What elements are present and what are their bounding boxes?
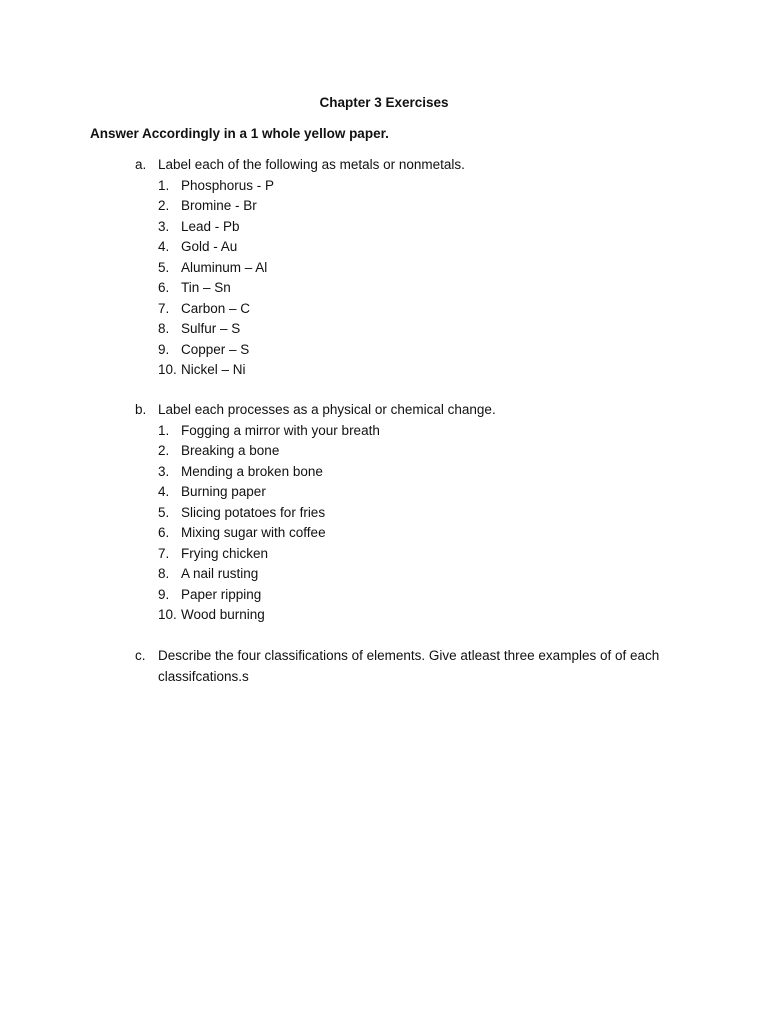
list-item — [135, 441, 695, 462]
item-number: 5. — [158, 259, 170, 275]
list-item — [135, 482, 695, 503]
item-text: Aluminum – Al — [181, 259, 268, 275]
list-item — [135, 585, 695, 606]
item-number: 8. — [158, 321, 170, 336]
list-item — [135, 278, 695, 299]
item-text: Mixing sugar with coffee — [181, 525, 326, 540]
list-item — [135, 462, 695, 483]
list-item — [135, 605, 695, 626]
item-number: 2. — [158, 198, 170, 213]
item-text: Frying chicken — [181, 545, 269, 561]
item-number: 3. — [158, 218, 170, 234]
item-number: 10. — [158, 362, 177, 377]
list-item — [135, 176, 695, 197]
list-item — [135, 544, 695, 565]
list-item — [135, 319, 695, 340]
item-text: Sulfur – S — [181, 321, 241, 336]
item-text: Wood burning — [181, 607, 265, 622]
section-prompt: Describe the four classifications of elements. Give atleast three examples of of each classifcations.s — [158, 648, 660, 684]
item-text: Gold - Au — [181, 239, 238, 254]
item-text: Fogging a mirror with your breath — [181, 422, 380, 438]
list-item — [135, 340, 695, 361]
item-text: Copper – S — [181, 341, 250, 357]
list-item — [135, 299, 695, 320]
item-number: 10. — [158, 607, 177, 622]
item-text: Slicing potatoes for fries — [181, 504, 326, 520]
item-text: Paper ripping — [181, 586, 262, 602]
section-prompt: Label each of the following as metals or nonmetals. — [158, 157, 465, 172]
list-item — [135, 503, 695, 524]
section-letter: b. — [135, 402, 147, 417]
item-number: 9. — [158, 341, 170, 357]
item-number: 9. — [158, 586, 170, 602]
section-c — [135, 646, 695, 687]
list-item — [135, 421, 695, 442]
item-number: 7. — [158, 300, 170, 316]
section-b — [135, 400, 695, 626]
list-item — [135, 217, 695, 238]
section-letter: c. — [135, 648, 146, 663]
section-letter: a. — [135, 157, 147, 172]
instruction-text: Answer Accordingly in a 1 whole yellow paper. — [90, 126, 389, 141]
item-text: Tin – Sn — [181, 280, 231, 295]
list-item — [135, 258, 695, 279]
item-number: 3. — [158, 463, 170, 479]
list-item — [135, 564, 695, 585]
item-number: 2. — [158, 443, 170, 458]
section-a — [135, 155, 695, 381]
item-number: 1. — [158, 177, 170, 193]
item-number: 5. — [158, 504, 170, 520]
list-item — [135, 360, 695, 381]
list-item — [135, 237, 695, 258]
item-number: 4. — [158, 484, 170, 499]
item-text: Mending a broken bone — [181, 463, 323, 479]
item-number: 8. — [158, 566, 170, 581]
item-text: Bromine - Br — [181, 198, 257, 213]
item-number: 6. — [158, 280, 170, 295]
item-text: Carbon – C — [181, 300, 251, 316]
list-item — [135, 196, 695, 217]
item-number: 7. — [158, 545, 170, 561]
item-number: 4. — [158, 239, 170, 254]
section-prompt: Label each processes as a physical or chemical change. — [158, 402, 496, 417]
item-text: Lead - Pb — [181, 218, 240, 234]
page-title: Chapter 3 Exercises — [319, 95, 449, 110]
list-item — [135, 523, 695, 544]
item-text: A nail rusting — [181, 566, 259, 581]
section-b-prompt-row — [135, 400, 695, 421]
item-number: 1. — [158, 422, 170, 438]
item-text: Burning paper — [181, 484, 266, 499]
section-c-prompt-row — [135, 646, 695, 687]
item-text: Breaking a bone — [181, 443, 280, 458]
item-text: Nickel – Ni — [181, 362, 246, 377]
item-number: 6. — [158, 525, 170, 540]
section-a-prompt-row — [135, 155, 695, 176]
item-text: Phosphorus - P — [181, 177, 275, 193]
